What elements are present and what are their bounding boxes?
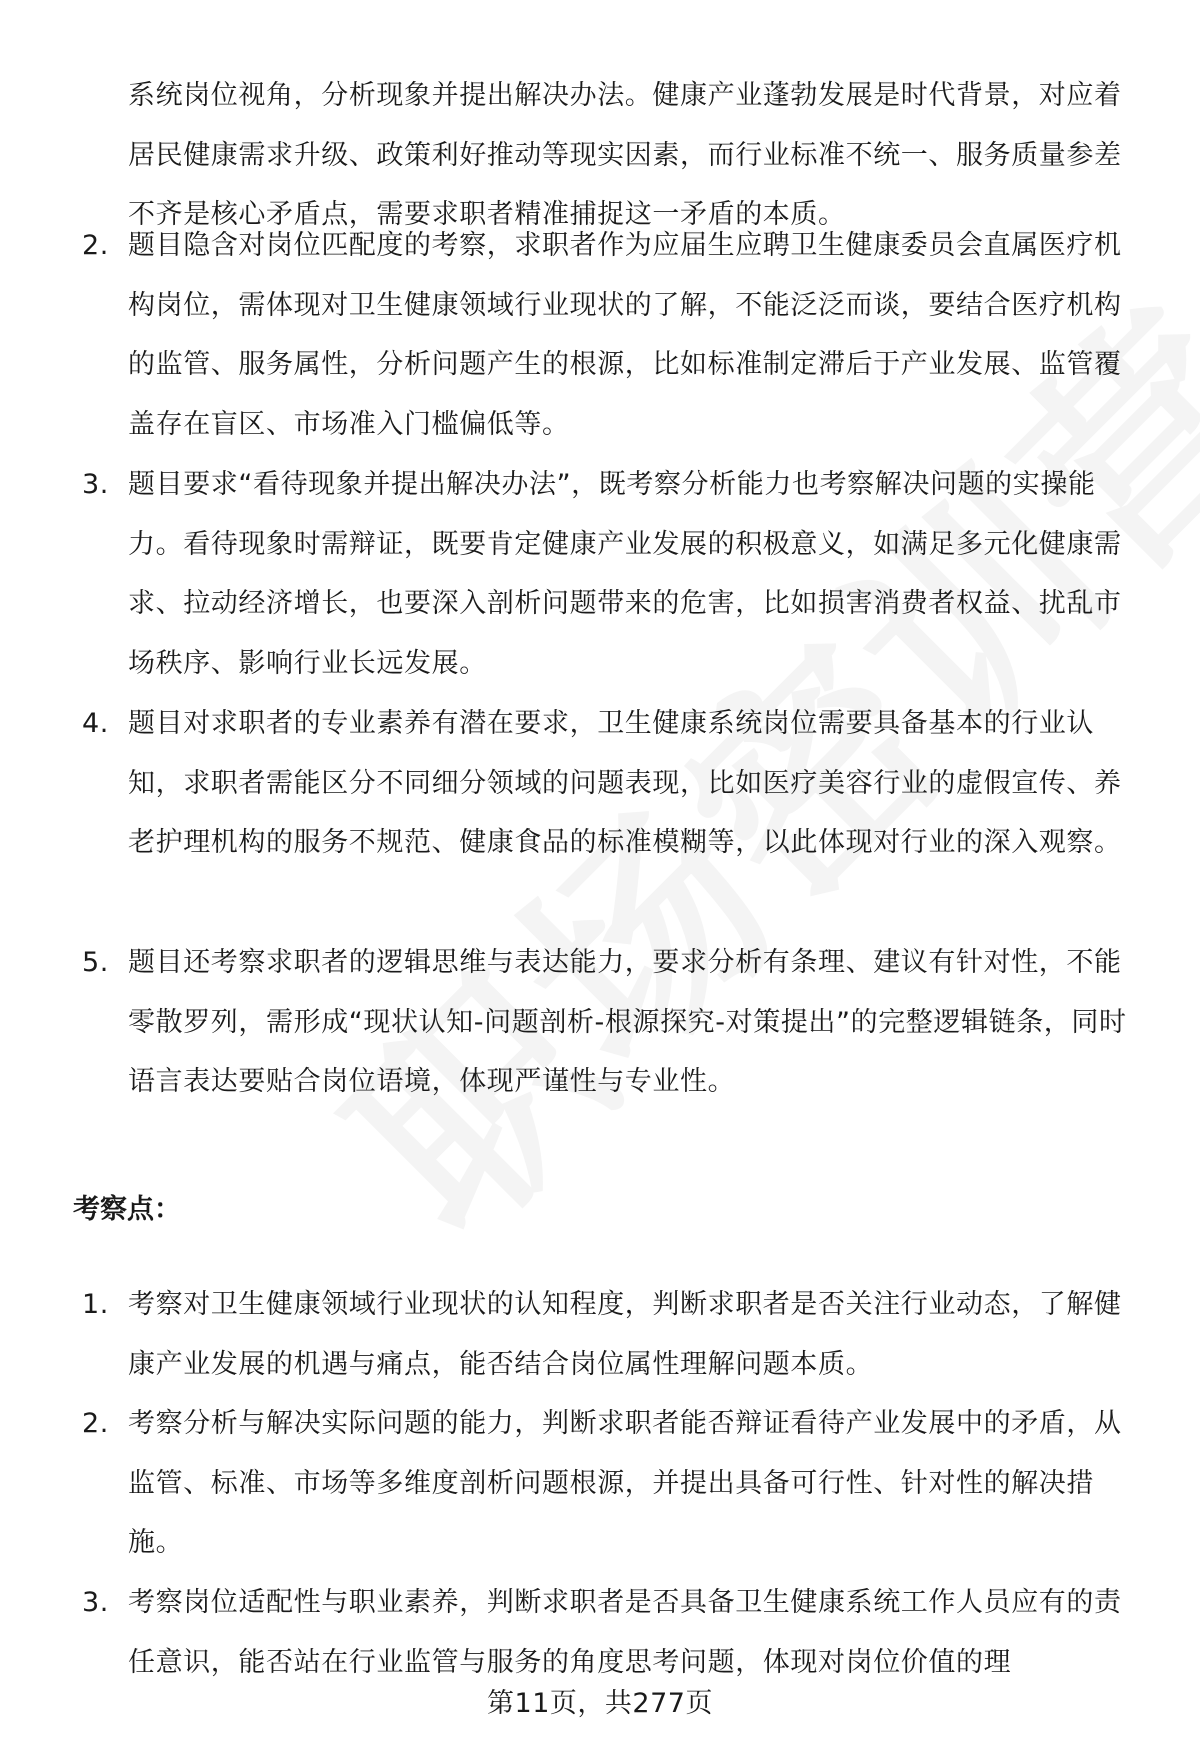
list-item-text: 题目要求“看待现象并提出解决办法”，既考察分析能力也考察解决问题的实操能力。看待现象时需辩证，既要肯定健康产业发展的积极意义，如满足多元化健康需求、拉动经济增长，也要深入剖析问题带来的危害，比如损害消费者权益、扰乱市场秩序、影响行业长远发展。 — [128, 469, 1122, 679]
list-item-number: 2. — [82, 230, 109, 261]
page-number-footer: 第11页，共277页 — [487, 1688, 713, 1719]
list-item-number: 3. — [82, 1587, 109, 1618]
list-item-number: 3. — [82, 469, 109, 500]
list-item-number: 5. — [82, 947, 109, 978]
list-item-text: 考察岗位适配性与职业素养，判断求职者是否具备卫生健康系统工作人员应有的责任意识，能否站在行业监管与服务的角度思考问题，体现对岗位价值的理 — [128, 1587, 1122, 1678]
list-item-number: 1. — [82, 1289, 109, 1320]
list-item-number: 2. — [82, 1408, 109, 1439]
list-item-number: 4. — [82, 708, 109, 739]
list-item-text: 题目隐含对岗位匹配度的考察，求职者作为应届生应聘卫生健康委员会直属医疗机构岗位，需体现对卫生健康领域行业现状的了解，不能泛泛而谈，要结合医疗机构的监管、服务属性，分析问题产生的根源，比如标准制定滞后于产业发展、监管覆盖存在盲区、市场准入门槛偏低等。 — [128, 230, 1122, 440]
list-item-text: 考察分析与解决实际问题的能力，判断求职者能否辩证看待产业发展中的矛盾，从监管、标准、市场等多维度剖析问题根源，并提出具备可行性、针对性的解决措施。 — [128, 1408, 1122, 1558]
intro-continuation-paragraph: 系统岗位视角，分析现象并提出解决办法。健康产业蓬勃发展是时代背景，对应着居民健康需求升级、政策利好推动等现实因素，而行业标准不统一、服务质量参差不齐是核心矛盾点，需要求职者精准捕捉这一矛盾的本质。 — [128, 80, 1122, 230]
list-item-text: 题目对求职者的专业素养有潜在要求，卫生健康系统岗位需要具备基本的行业认知，求职者需能区分不同细分领域的问题表现，比如医疗美容行业的虚假宣传、养老护理机构的服务不规范、健康食品的标准模糊等，以此体现对行业的深入观察。 — [128, 708, 1122, 858]
section-heading: 考察点： — [73, 1194, 181, 1225]
list-item-text: 题目还考察求职者的逻辑思维与表达能力，要求分析有条理、建议有针对性，不能零散罗列，需形成“现状认知-问题剖析-根源探究-对策提出”的完整逻辑链条，同时语言表达要贴合岗位语境，体现严谨性与专业性。 — [128, 947, 1127, 1097]
list-item-text: 考察对卫生健康领域行业现状的认知程度，判断求职者是否关注行业动态，了解健康产业发展的机遇与痛点，能否结合岗位属性理解问题本质。 — [128, 1289, 1122, 1380]
